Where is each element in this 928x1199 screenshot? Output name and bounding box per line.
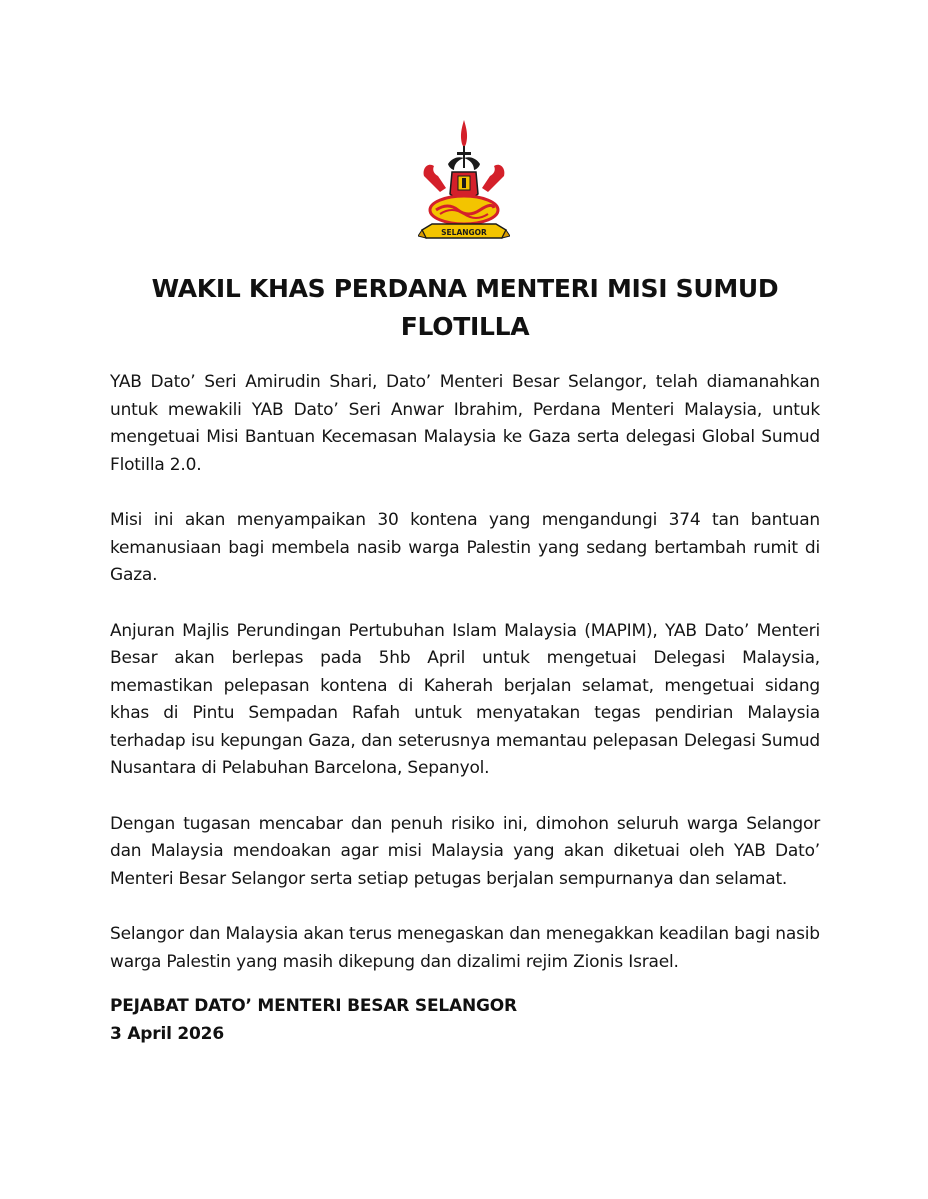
statement-body (110, 369, 820, 1004)
paragraph-1: YAB Dato’ Seri Amirudin Shari, Dato’ Menteri Besar Selangor, telah diamanahkan untuk mewakili YAB Dato’ Seri Anwar Ibrahim, Perdana Menteri Malaysia, untuk mengetuai Misi Bantuan Kecemasan Malaysia ke Gaza serta delegasi Global Sumud Flotilla 2.0. (110, 372, 820, 475)
paragraph-5: Selangor dan Malaysia akan terus menegaskan dan menegakkan keadilan bagi nasib warga Palestin yang masih dikepung dan dizalimi rejim Zionis Israel. (110, 924, 820, 972)
signoff-date: 3 April 2026 (110, 1024, 224, 1044)
crest-banner-text: SELANGOR (441, 228, 487, 237)
page-title (110, 270, 820, 346)
paragraph-3: Anjuran Majlis Perundingan Pertubuhan Islam Malaysia (MAPIM), YAB Dato’ Menteri Besar akan berlepas pada 5hb April untuk mengetuai Delegasi Malaysia, memastikan pelepasan kontena di Kaherah berjalan selamat, mengetuai sidang khas di Pintu Sempadan Rafah untuk menyatakan tegas pendirian Malaysia terhadap isu kepungan Gaza, dan seterusnya memantau pelepasan Delegasi Sumud Nusantara di Pelabuhan Barcelona, Sepanyol. (110, 620, 820, 778)
signoff-office: PEJABAT DATO’ MENTERI BESAR SELANGOR (110, 996, 517, 1016)
paragraph-4: Dengan tugasan mencabar dan penuh risiko ini, dimohon seluruh warga Selangor dan Malaysia mendoakan agar misi Malaysia yang akan diketuai oleh YAB Dato’ Menteri Besar Selangor serta setiap petugas berjalan sempurnanya dan selamat. (110, 813, 820, 889)
selangor-crest-icon (418, 118, 510, 250)
title-line-1: WAKIL KHAS PERDANA MENTERI MISI SUMUD (151, 274, 779, 303)
paragraph-2: Misi ini akan menyampaikan 30 kontena yang mengandungi 374 tan bantuan kemanusiaan bagi membela nasib warga Palestin yang sedang bertambah rumit di Gaza. (110, 510, 820, 585)
title-line-2: FLOTILLA (400, 312, 530, 341)
signoff-block (110, 992, 710, 1048)
